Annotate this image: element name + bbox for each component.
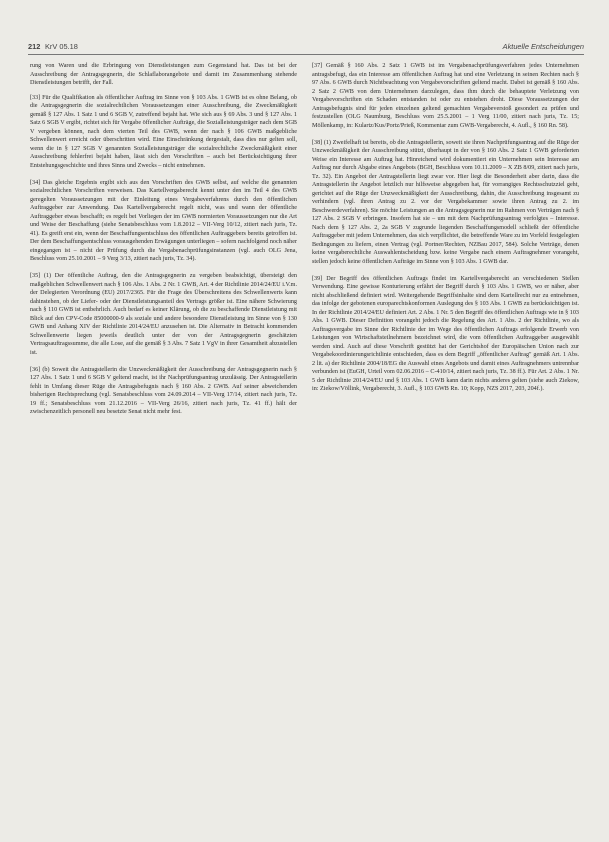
paragraph-36: [36] (b) Soweit die Antragstellerin die Unzweckmäßigkeit der Ausschreibung der Antragsgegnerin nach § 127 Abs. 1 Satz 1 und 6 SGB V geltend macht, ist ihr Nachprüfungsantrag unzulässig. Der Antragstellerin fehlt in Umfang dieser Rüge die Antragsbefugnis nach § 160 Abs. 2 GWB. Auf seiner abweichenden bisherigen Rechtsprechung (vgl. Senatsbeschluss vom 24.09.2014 – VII-Verg 17/14, zitiert nach juris, Tz. 19 ff.; Senatsbeschluss vom 21.12.2016 – VII-Verg 26/16, zitiert nach juris, Tz. 41 ff.) hält der zwischenzeitlich personell neu besetzte Senat nicht mehr fest. [30,366,297,416]
page-header [28,42,584,55]
page-number: 212 [28,42,41,51]
paragraph-38: [38] (1) Zweifelhaft ist bereits, ob die Antragstellerin, soweit sie ihren Nachprüfungsantrag auf die Rüge der Unzweckmäßigkeit der Ausschreibung stützt, überhaupt in der von § 160 Abs. 2 Satz 1 GWB geforderten Weise ein Interesse am Auftrag hat. Hinreichend wird dokumentiert ein Unternehmen sein Interesse am Auftrag nur durch Abgabe eines Angebots (BGH, Beschluss vom 10.11.2009 – X ZB 8/09, zitiert nach juris, Tz. 32). Ein Angebot der Antragstellerin liegt zwar vor. Hier liegt die Besonderheit aber darin, dass die Antragstellerin ihr Angebot letztlich nur hilfsweise abgegeben hat, für vorrangiges Rechtsschutzziel geht, gerichtet auf die Rüge der Unzweckmäßigkeit der Ausschreibung, dahin, die Ausschreibung insgesamt zu verhindern (vgl. ihren Antrag zu 2. vor der Vergabekammer sowie ihren Antrag zu 2. im Beschwerdeverfahren). Sie möchte Leistungen an die Antragsgegnerin nur im Rahmen von Verträgen nach § 127 Abs. 2 SGB V erbringen. Insofern hat sie – um mit dem Nachprüfungsantrag verfolgtes – Interesse. Nach dem § 127 Abs. 2, 2a SGB V zugrunde liegenden Beschaffungsmodell schließt der öffentliche Auftraggeber mit jedem Unternehmen, das sich verpflichtet, die betreffende Ware zu im Vorfeld festgelegten Bedingungen zu liefern, einen Vertrag (vgl. Portner/Rechten, NZBau 2017, 584). Solche Verträge, denen keine vergaberechtliche Auswahlentscheidung bzw. keine Vergabe nach einem Auftragnehmer vorangeht, stellen jedoch keine öffentlichen Aufträge im Sinne von § 103 Abs. 1 GWB dar. [312,139,579,265]
paragraph-35: [35] (1) Der öffentliche Auftrag, den die Antragsgegnerin zu vergeben beabsichtigt, übersteigt den maßgeblichen Schwellenwert nach § 106 Abs. 1 Abs. 2 Nr. 1 GWB, Art. 4 der Richtlinie 2014/24/EU i.V.m. der Delegierten Verordnung (EU) 2017/2365. Für die Frage des Überschreitens des Schwellenwerts kann dahinstehen, ob der Liefer- oder der Dienstleistungsanteil des Vertrags größer ist. Eine nähere Schwierung nach § 110 GWB ist entbehrlich. Auch bedarf es keiner Klärung, ob die zu beschaffende Dienstleistung mit Blick auf den CPV-Code 85000000-9 als soziale und andere besondere Dienstleistung im Sinne von § 130 GWB und Anhang XIV der Richtlinie 2014/24/EU anzusehen ist. Die Alternativ in Betracht kommenden Schwellenwerte liegen jeweils deutlich unter der von der Antragsgegnerin geschätzten Vertragsauftragssumme, die alle Lose, auf die gemäß § 3 Abs. 7 Satz 1 VgV in ihrer Gesamtheit abzustellen ist. [30,273,297,356]
paragraph: rung von Waren und die Erbringung von Dienstleistungen zum Gegenstand hat. Das ist bei der Ausschreibung der Antragsgegnerin, die Schlaflaborangebote und damit im Zusammenhang stehende Dienstleistungen betrifft, der Fall. [30,63,297,86]
paragraph-33: [33] Für die Qualifikation als öffentlicher Auftrag im Sinne von § 103 Abs. 1 GWB ist es ohne Belang, ob die Antragsgegnerin die sozialrechtlichen Voraussetzungen einer Ausschreibung, die Zweckmäßigkeit gemäß § 127 Abs. 1 Satz 1 und 6 SGB V, zutreffend bejaht hat. Wie sich aus § 69 Abs. 3 und § 127 Abs. 1 Satz 6 SGB V ergibt, richtet sich für Vergabe öffentlicher Aufträge, die Sozialleistungsträger nach dem SGB V vergeben können, nach dem vierten Teil des GWB, wenn der nach § 106 GWB maßgebliche Schwellenwert erreicht oder überschritten wird. Eine Einschränkung dergestalt, dass dies nur gelten soll, wenn die in § 127 SGB V genannten Sozialleistungsträger die sozialrechtliche Zweckmäßigkeit einer Ausschreibung fehlerfrei bejaht haben, lässt sich den Vorschriften – auch bei Berücksichtigung ihrer Entstehungsgeschichte und ihres Sinns und Zwecks – nicht entnehmen. [30,94,297,169]
journal-name: KrV 05.18 [45,42,78,51]
right-column [312,62,579,402]
paragraph-37: [37] Gemäß § 160 Abs. 2 Satz 1 GWB ist im Vergabenachprüfungsverfahren jedes Unternehmen antragsbefugt, das ein Interesse am öffentlichen Auftrag hat und eine Verletzung in seinen Rechten nach § 97 Abs. 6 GWB durch Nichtbeachtung von Vergabevorschriften geltend macht. Dabei ist gemäß § 160 Abs. 2 Satz 2 GWB von dem Unternehmen darzulegen, dass ihm durch die behauptete Verletzung von Vergabevorschriften ein Schaden entstanden ist oder zu entstehen droht. Diese Voraussetzungen der Antragsbefugnis sind für jeden einzelnen geltend gemachten Vergabeverstoß gesondert zu prüfen und festzustellen (OLG Naumburg, Beschluss vom 25.5.2001 – 1 Verg 11/00, zitiert nach juris, Tz. 15; Möllenkamp, in: Kulartz/Kus/Portz/Prieß, Kommentar zum GWB-Vergaberecht, 4. Aufl., § 160 Rn. 58). [312,63,579,129]
left-column [30,62,297,425]
section-title: Aktuelle Entscheidungen [502,42,584,51]
paragraph-39: [39] Der Begriff des öffentlichen Auftrags findet im Kartellvergaberecht an verschiedenen Stellen Verwendung. Eine gewisse Konturierung erfährt der Begriff durch § 103 Abs. 1 GWB, wo er näher, aber nicht abschließend definiert wird. Weitergehende Begriffsinhalte sind dem Kartellrecht nur zu entnehmen, das infolge der gebotenen europarechtskonformen Auslegung des § 103 Abs. 1 GWB zu berücksichtigen ist. In der Richtlinie 2014/24/EU definiert Art. 2 Abs. 1 Nr. 5 den Begriff des öffentlichen Auftrags wie in § 103 Abs. 1 GWB. Dieser Definition vorangeht jedoch die Regelung des Art. 1 Abs. 2 der Richtlinie, wo als Auftragsvergabe im Sinne der Richtlinie der im Wege des öffentlichen Auftrags erfolgende Erwerb von Leistungen von Wirtschaftsteilnehmern bezeichnet wird, die vom öffentlichen Auftraggeber ausgewählt werden sind. Auch auf diese Vorschrift gestützt hat der Gerichtshof der Europäischen Union nach zur Vergabekoordinierungsrichtlinie entschieden, dass es dem Begriff „öffentlicher Auftrag" gemäß Art. 1 Abs. 2 lit. a) der Richtlinie 2004/18/EG die Auswahl eines Angebots und damit eines Auftragnehmers untrennbar verbunden ist (EuGH, Urteil vom 02.06.2016 – C-410/14, zitiert nach juris, Tz. 38 ff.). Für Art. 2 Abs. 1 Nr. 5 der Richtlinie 2014/24/EU und § 103 Abs. 1 GWB kann darin nichts anderes gelten (siehe auch Ziekow, in: Ziekow/Völlink, Vergaberecht, 3. Aufl., § 103 GWB Rn. 10; Kopp, NZS 2017, 203, 204f.). [312,275,579,393]
paragraph-34: [34] Das gleiche Ergebnis ergibt sich aus den Vorschriften des GWB selbst, auf welche die genannten sozialrechtlichen Vorschriften verweisen. Das Kartellvergaberecht kennt unter den im Teil 4 des GWB geregelten Voraussetzungen mit der Einleitung eines Vergabeverfahrens durch den öffentlichen Auftraggeber zur Anwendung. Das Kartellvergaberecht regelt nicht, was und wann der öffentliche Auftraggeber etwas beschafft; es regelt bei Vorliegen der im GWB normierten Voraussetzungen nur die Art und Weise der Beschaffung (siehe Senatsbeschluss vom 1.8.2012 – VII-Verg 10/12, zitiert nach juris, Tz. 41). Es greift erst ein, wenn der Beschaffungsentschluss des öffentlichen Auftraggebers bereits getroffen ist. Der dem Beschaffungsentschluss vorausgehenden Erwägungen unterliegen – sofern nachfolgend noch näher eingegangen ist – nicht der Prüfung durch die Vergabenachprüfungsinstanzen (vgl. auch OLG Jena, Beschluss vom 25.10.2001 – 9 Verg 3/13, zitiert nach juris, Tz. 34). [30,179,297,263]
